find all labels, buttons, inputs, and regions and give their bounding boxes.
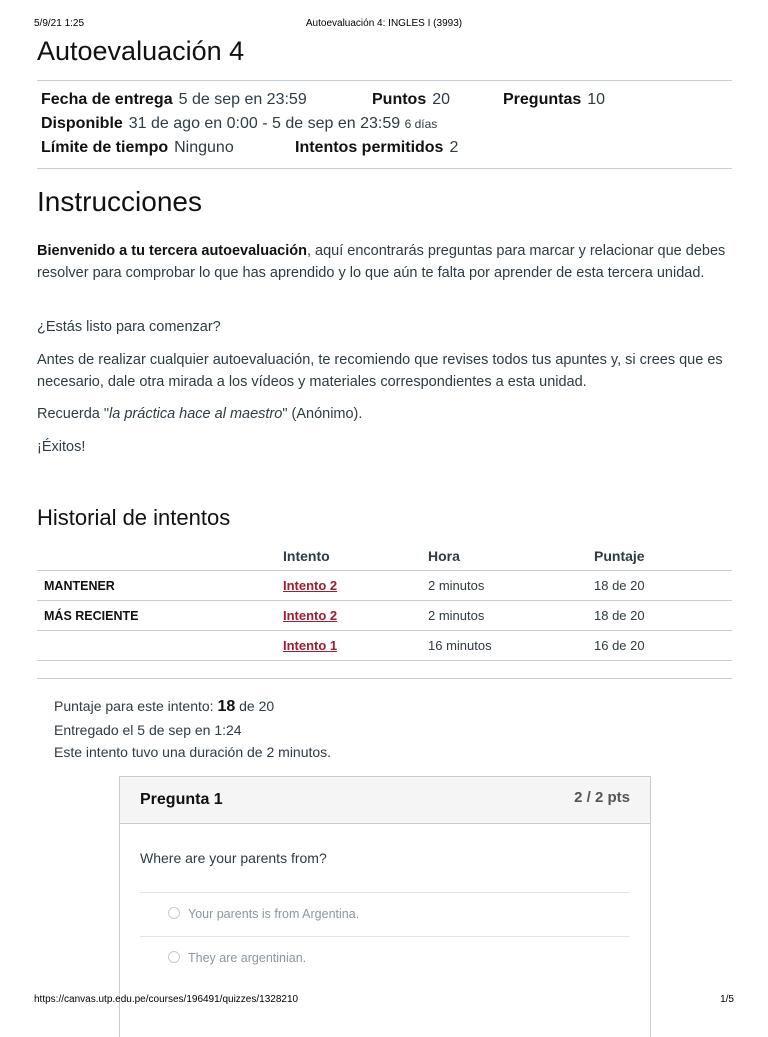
answer-divider [140, 936, 630, 937]
radio-icon[interactable] [168, 907, 180, 919]
instructions-paragraph-5: ¡Éxitos! [37, 439, 86, 455]
question-title: Pregunta 1 [140, 791, 223, 808]
row-state [37, 631, 283, 661]
score-suffix: de 20 [235, 698, 275, 714]
meta-due [41, 91, 307, 109]
row-score: 18 de 20 [594, 571, 732, 601]
meta-questions [503, 91, 605, 109]
divider [37, 168, 732, 169]
time-limit-value: Ninguno [174, 139, 234, 156]
answer-option[interactable] [168, 907, 359, 921]
quote-after: " (Anónimo). [282, 406, 363, 422]
meta-available [41, 115, 437, 133]
attempts-value: 2 [449, 139, 459, 156]
table-row [37, 571, 732, 601]
meta-points [372, 91, 450, 109]
available-days: 6 días [404, 117, 438, 131]
due-label: Fecha de entrega [41, 91, 173, 108]
attempt-link[interactable]: Intento 2 [283, 608, 338, 623]
instructions-paragraph-3: Antes de realizar cualquier autoevaluación, te recomiendo que revises todos tus apuntes y, si crees que es necesario, dale otra mirada a los vídeos y materiales correspondientes a esta unidad. [37, 352, 723, 390]
divider [37, 678, 732, 679]
attempts-label: Intentos permitidos [295, 139, 444, 156]
history-heading: Historial de intentos [37, 505, 231, 530]
divider [37, 80, 732, 81]
table-row [37, 601, 732, 631]
available-value: 31 de ago en 0:00 - 5 de sep en 23:59 [128, 115, 401, 132]
questions-label: Preguntas [503, 91, 582, 108]
col-header-time: Hora [428, 542, 594, 571]
instructions-paragraph-2: ¿Estás listo para comenzar? [37, 319, 221, 335]
answer-divider [140, 892, 630, 893]
answer-option[interactable] [168, 951, 306, 965]
meta-attempts [295, 139, 458, 157]
radio-icon[interactable] [168, 951, 180, 963]
page-title: Autoevaluación 4 [37, 36, 245, 66]
answer-label: Your parents is from Argentina. [188, 907, 360, 921]
points-label: Puntos [372, 91, 427, 108]
question-header [120, 777, 650, 824]
due-value: 5 de sep en 23:59 [178, 91, 307, 108]
score-prefix: Puntaje para este intento: [54, 698, 218, 714]
meta-time-limit [41, 139, 234, 157]
print-page-number: 1/5 [720, 994, 734, 1005]
welcome-bold: Bienvenido a tu tercera autoevaluación [37, 243, 307, 259]
available-label: Disponible [41, 115, 123, 132]
duration-text: Este intento tuvo una duración de 2 minutos. [54, 744, 332, 760]
print-header [34, 18, 734, 32]
question-text: Where are your parents from? [140, 850, 327, 866]
row-time: 2 minutos [428, 601, 594, 631]
answer-label: They are argentinian. [188, 951, 307, 965]
questions-value: 10 [587, 91, 606, 108]
history-header-row [37, 542, 732, 571]
quote-italic: la práctica hace al maestro [109, 406, 283, 422]
row-score: 16 de 20 [594, 631, 732, 661]
print-date: 5/9/21 1:25 [34, 18, 85, 29]
col-header-score: Puntaje [594, 542, 732, 571]
score-value: 18 [217, 698, 236, 715]
quote-before: Recuerda " [37, 406, 110, 422]
points-value: 20 [432, 91, 451, 108]
time-limit-label: Límite de tiempo [41, 139, 169, 156]
table-row [37, 631, 732, 661]
row-score: 18 de 20 [594, 601, 732, 631]
print-url: https://canvas.utp.edu.pe/courses/196491/quizzes/1328210 [34, 994, 299, 1005]
welcome-rest: , aquí encontrarás preguntas para marcar y relacionar que debes resolver para comprobar lo que has aprendido y lo que aún te falta por aprender de esta tercera unidad. [37, 243, 726, 281]
attempt-score [54, 698, 274, 716]
question-points: 2 / 2 pts [574, 789, 630, 806]
row-state: MÁS RECIENTE [37, 601, 283, 631]
col-header-attempt: Intento [283, 542, 428, 571]
print-title: Autoevaluación 4: INGLES I (3993) [305, 18, 463, 29]
print-footer [34, 994, 734, 1008]
instructions-paragraph-1 [37, 240, 737, 284]
submitted-text: Entregado el 5 de sep en 1:24 [54, 722, 242, 738]
instructions-paragraph-4 [37, 403, 737, 425]
instructions-heading: Instrucciones [37, 186, 202, 217]
history-table [37, 542, 732, 661]
row-time: 2 minutos [428, 571, 594, 601]
col-header-state [37, 542, 283, 571]
row-state: MANTENER [37, 571, 283, 601]
attempt-link[interactable]: Intento 1 [283, 638, 338, 653]
row-time: 16 minutos [428, 631, 594, 661]
attempt-link[interactable]: Intento 2 [283, 578, 338, 593]
